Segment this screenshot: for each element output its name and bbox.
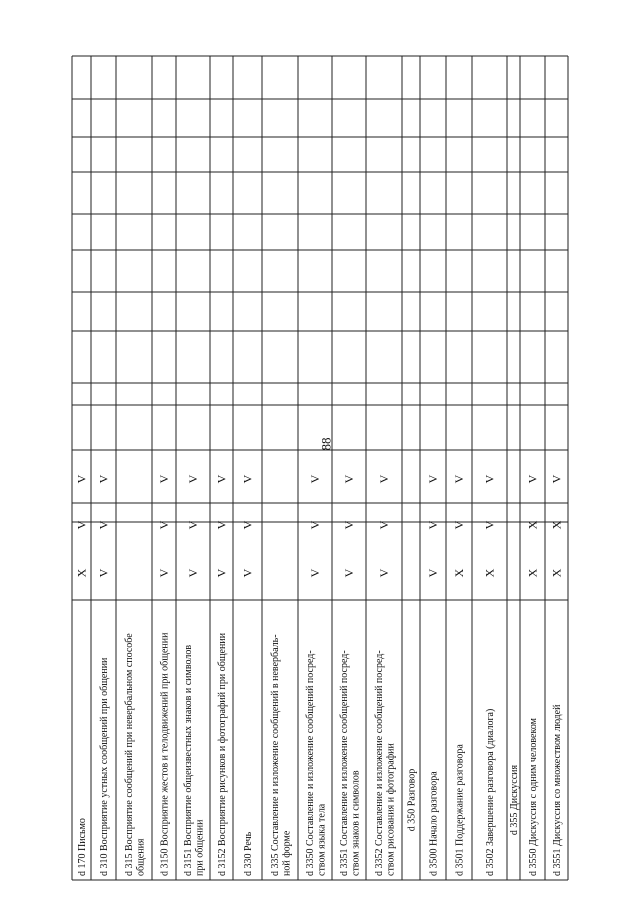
- row-label-text: d 3501 Поддержание разговора: [454, 744, 466, 876]
- cell-mark: X: [525, 568, 540, 578]
- cell-mark: X: [525, 520, 540, 530]
- cell-mark: V: [308, 520, 322, 530]
- cell-mark: V: [214, 520, 229, 530]
- row-label-text: d 3151 Восприятие общеизвестных знаков и символов: [182, 644, 194, 876]
- row-label-text: d 3500 Начало разговора: [428, 771, 440, 876]
- cell-mark: V: [186, 568, 200, 578]
- row-label-text: d 310 Восприятие устных сообщений при общении: [99, 657, 110, 876]
- row-label-text: ной форме: [281, 830, 293, 876]
- cell-mark: V: [157, 568, 171, 578]
- row-label-text: ством языка тела: [316, 803, 328, 876]
- cell-mark: V: [482, 474, 497, 484]
- row-label-text: d 3350 Составление и изложение сообщений посред-: [304, 650, 316, 876]
- row-label-text: d 3550 Дискуссия с одним человеком: [528, 718, 539, 876]
- row-label-text: при общении: [194, 819, 206, 876]
- row-label-text: d 355 Дискуссия: [509, 764, 520, 836]
- cell-mark: V: [377, 474, 391, 484]
- row-label-text: d 3351 Составление и изложение сообщений посред-: [338, 650, 350, 876]
- cell-mark: V: [74, 474, 89, 484]
- cell-mark: V: [214, 568, 229, 578]
- cell-mark: V: [240, 474, 255, 484]
- cell-mark: V: [157, 520, 171, 530]
- cell-mark: V: [549, 474, 564, 484]
- cell-mark: X: [482, 568, 497, 578]
- row-label-text: d 3152 Восприятие рисунков и фотографий при общении: [217, 632, 228, 876]
- cell-mark: V: [377, 520, 391, 530]
- cell-mark: V: [157, 474, 171, 484]
- cell-mark: X: [452, 568, 466, 578]
- row-label-text: d 3150 Восприятие жестов и телодвижений при общении: [159, 632, 171, 876]
- cell-mark: V: [426, 520, 440, 530]
- cell-mark: V: [342, 520, 356, 530]
- row-label-text: d 3551 Дискуссия со множеством людей: [552, 704, 563, 876]
- row-label-text: d 315 Восприятие сообщений при невербальном способе: [123, 633, 135, 876]
- cell-mark: V: [452, 474, 466, 484]
- row-label-text: ством знаков и символов: [350, 770, 362, 876]
- page-number: 88: [318, 437, 334, 451]
- cell-mark: V: [426, 568, 440, 578]
- row-label-text: d 330 Речь: [243, 831, 254, 876]
- cell-mark: V: [452, 520, 466, 530]
- row-label-text: ством рисования и фотографии: [385, 743, 397, 876]
- row-label-text: общения: [135, 838, 147, 876]
- cell-mark: V: [342, 568, 356, 578]
- cell-mark: V: [186, 520, 200, 530]
- row-label-text: d 350 Разговор: [406, 768, 418, 832]
- cell-mark: V: [342, 474, 356, 484]
- cell-mark: V: [308, 474, 322, 484]
- cell-mark: X: [549, 520, 564, 530]
- cell-mark: V: [525, 474, 540, 484]
- cell-mark: V: [186, 474, 200, 484]
- cell-mark: V: [96, 568, 111, 578]
- cell-mark: X: [549, 568, 564, 578]
- cell-mark: V: [377, 568, 391, 578]
- cell-mark: V: [482, 520, 497, 530]
- cell-mark: V: [240, 520, 255, 530]
- cell-mark: V: [308, 568, 322, 578]
- cell-mark: V: [74, 520, 89, 530]
- cell-mark: V: [240, 568, 255, 578]
- row-label-text: d 3502 Завершение разговора (диалога): [485, 708, 496, 876]
- row-label-text: d 170 Письмо: [77, 818, 88, 876]
- cell-mark: V: [214, 474, 229, 484]
- cell-mark: V: [96, 474, 111, 484]
- cell-mark: V: [96, 520, 111, 530]
- cell-mark: V: [426, 474, 440, 484]
- cell-mark: X: [74, 568, 89, 578]
- row-label-text: d 335 Составление и изложение сообщений в невербаль-: [269, 634, 281, 876]
- table-grid: [72, 56, 568, 880]
- row-label-text: d 3352 Составление и изложение сообщений посред-: [373, 650, 385, 876]
